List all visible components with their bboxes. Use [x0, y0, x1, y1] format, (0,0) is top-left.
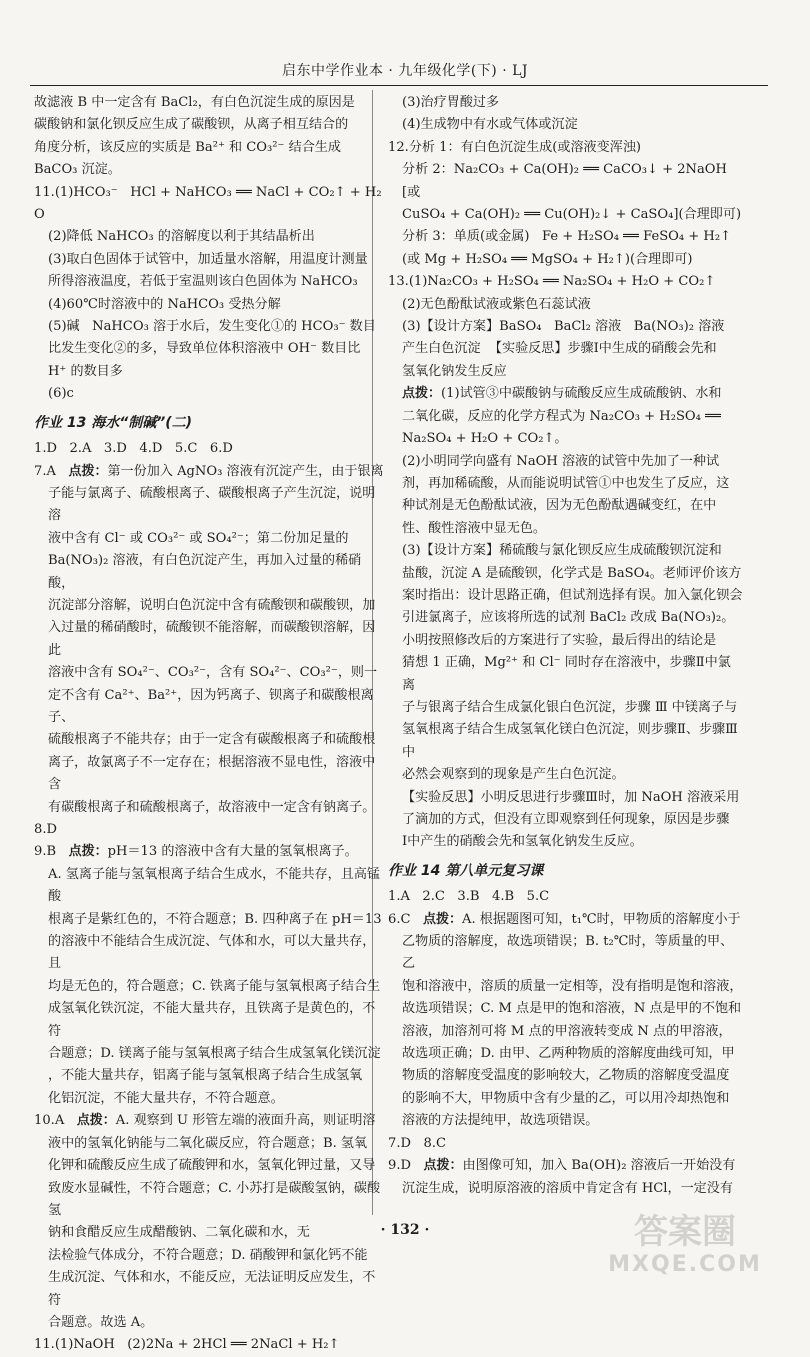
text-line: 饱和溶液中，溶质的质量一定相等，没有指明是饱和溶液，: [402, 978, 743, 994]
answer-lead: 9.B: [34, 844, 69, 860]
text-line: H⁺ 的数目多: [48, 363, 123, 379]
text-line: 离子，故氯离子不一定存在；根据溶液不显电性，溶液中含: [48, 754, 376, 793]
text-line: 子能与氯离子、硫酸根离子、碳酸根离子产生沉淀，说明溶: [48, 485, 376, 524]
text-line: 猜想 1 正确，Mg²⁺ 和 Cl⁻ 同时存在溶液中，步骤Ⅱ中氯离: [402, 655, 731, 693]
text-line: (或 Mg + H₂SO₄ ══ MgSO₄ + H₂↑)(合理即可): [402, 251, 693, 267]
answer-line: [388, 383, 743, 405]
text-line: (3)治疗胃酸过多: [402, 95, 500, 110]
text-line: 1.A 2.C 3.B 4.B 5.C: [388, 889, 550, 905]
text-line: (3)取白色固体于试管中，加适量水溶解，用温度计测量: [48, 251, 368, 267]
text-line: Na₂SO₄ + H₂O + CO₂↑。: [402, 431, 568, 447]
text-line: 沉淀部分溶解，说明白色沉淀中含有硫酸钡和碳酸钡，加: [48, 597, 376, 613]
text-line: (4)生成物中有水或气体或沉淀: [402, 117, 578, 133]
text-line: 1.D 2.A 3.D 4.D 5.C 6.D: [34, 441, 233, 457]
text-line: 氢氧化钠发生反应: [402, 363, 507, 379]
text-line: A. 氢离子能与氢氧根离子结合生成水，不能共存，且高锰酸: [48, 866, 381, 905]
header-rule: [30, 85, 768, 86]
answer-line: [34, 1110, 384, 1132]
page-header: 启东中学作业本 · 九年级化学(下) · LJ: [281, 63, 529, 79]
text-line: (3)【设计方案】BaSO₄ BaCl₂ 溶液 Ba(NO₃)₂ 溶液: [402, 319, 725, 335]
text-line: 分析 3：单质(或金属) Fe + H₂SO₄ ══ FeSO₄ + H₂↑: [402, 229, 732, 245]
answer-line: [34, 461, 384, 483]
text-line: (2)降低 NaHCO₃ 的溶解度以利于其结晶析出: [48, 229, 315, 245]
answer-lead: 7.A: [34, 463, 69, 479]
text-line: BaCO₃ 沉淀。: [34, 162, 121, 178]
text-line: 种试剂是无色酚酞试液，因为无色酚酞遇碱变红，在中: [402, 498, 717, 514]
hint-label: 点拨：: [68, 463, 108, 479]
answer-text: (1)试管③中碳酸钠与硫酸反应生成硫酸钠、水和: [441, 386, 722, 402]
answer-text: A. 观察到 U 形管左端的液面升高，则证明溶: [115, 1113, 376, 1129]
section-heading: 作业 14 第八单元复习课: [388, 862, 544, 879]
text-line: 合题意；D. 镁离子能与氢氧根离子结合生成氢氧化镁沉淀: [48, 1046, 381, 1062]
watermark-logo: [590, 1205, 780, 1277]
text-line: 入过量的稀硝酸时，硫酸钡不能溶解，而碳酸钡溶解，因此: [48, 620, 376, 658]
page-number: · 132 ·: [380, 1222, 430, 1238]
text-line: 液中的氢氧化钠能与二氧化碳反应，符合题意；B. 氢氧: [48, 1135, 368, 1151]
text-line: 比发生变化②的多，导致单位体积溶液中 OH⁻ 数目比: [48, 341, 361, 357]
text-line: 8.D: [34, 822, 57, 837]
text-line: 7.D 8.C: [388, 1135, 446, 1151]
text-line: 13.(1)Na₂CO₃ + H₂SO₄ ══ Na₂SO₄ + H₂O + CO₂↑: [388, 274, 716, 290]
hint-label: 点拨：: [76, 1113, 116, 1129]
text-line: 液中含有 Cl⁻ 或 CO₃²⁻ 或 SO₄²⁻；第二份加足量的: [48, 530, 349, 546]
answer-lead: 10.A: [34, 1113, 77, 1129]
text-line: 氢氧根离子结合生成氢氧化镁白色沉淀，则步骤Ⅱ、步骤Ⅲ中: [402, 722, 738, 760]
watermark-bottom: MXQE.COM: [608, 1252, 762, 1277]
answer-line: [388, 909, 743, 931]
text-line: 分析 2：Na₂CO₃ + Ca(OH)₂ ══ CaCO₃↓ + 2NaOH[或: [402, 162, 727, 200]
text-line: 11.(1)HCO₃⁻ HCl + NaHCO₃ ══ NaCl + CO₂↑ + H₂O: [34, 184, 382, 223]
text-line: 子与银离子结合生成氯化银白色沉淀，步骤 Ⅲ 中镁离子与: [402, 699, 738, 715]
text-line: (2)无色酚酞试液或紫色石蕊试液: [402, 296, 591, 312]
text-line: 硫酸根离子不能共存；由于一定含有碳酸根离子和硫酸根: [48, 732, 376, 748]
text-line: (2)小明同学向盛有 NaOH 溶液的试管中先加了一种试: [402, 453, 720, 469]
text-line: 致废水显碱性，不符合题意；C. 小苏打是碳酸氢钠，碳酸氢: [48, 1180, 381, 1218]
text-line: 【实验反思】小明反思进行步骤Ⅲ时，加 NaOH 溶液采用: [402, 789, 740, 805]
answer-lead: 9.D: [388, 1158, 424, 1174]
text-line: 11.(1)NaOH (2)2Na + 2HCl ══ 2NaCl + H₂↑: [34, 1337, 340, 1353]
text-line: 合题意。故选 A。: [48, 1314, 154, 1330]
answer-text: A. 根据题图可知，t₁℃时，甲物质的溶解度小于: [462, 911, 741, 927]
text-line: 引进氯离子，应该将所选的试剂 BaCl₂ 改成 Ba(NO₃)₂。: [402, 610, 735, 626]
hint-label: 点拨：: [402, 386, 442, 402]
text-line: (3)【设计方案】稀硫酸与氯化钡反应生成硫酸钡沉淀和: [402, 543, 722, 559]
section-heading: 作业 13 海水“制碱”(二): [34, 414, 193, 431]
text-line: ，不能大量共存，铝离子能与氢氧根离子结合生成氢氧: [48, 1068, 363, 1084]
hint-label: 点拨：: [423, 1158, 463, 1174]
text-line: 法检验气体成分，不符合题意；D. 硝酸钾和氯化钙不能: [48, 1247, 368, 1263]
text-line: 二氧化碳，反应的化学方程式为 Na₂CO₃ + H₂SO₄ ══: [402, 408, 721, 424]
text-line: 钠和食醋反应生成醋酸钠、二氧化碳和水，无: [48, 1225, 310, 1241]
text-line: 的影响不大，甲物质中含有少量的乙，可以用冷却热饱和: [402, 1090, 730, 1106]
answer-text: pH＝13 的溶液中含有大量的氢氧根离子。: [107, 844, 358, 860]
text-line: (6)c: [48, 386, 74, 402]
text-line: 案时指出：设计思路正确，但试剂选择有误。加入氯化钡会: [402, 587, 743, 603]
watermark-top: 答案圈: [634, 1212, 736, 1252]
text-line: 小明按照修改后的方案进行了实验，最后得出的结论是: [402, 632, 717, 648]
right-column: [388, 92, 743, 1200]
text-line: 故滤液 B 中一定含有 BaCl₂，有白色沉淀生成的原因是: [34, 95, 355, 110]
text-line: 化铝沉淀，不能大量共存，不符合题意。: [48, 1090, 284, 1106]
text-line: 产生白色沉淀 【实验反思】步骤Ⅰ中生成的硝酸会先和: [402, 341, 717, 357]
hint-label: 点拨：: [423, 911, 463, 927]
text-line: 溶液，加溶剂可将 M 点的甲溶液转变成 N 点的甲溶液，: [402, 1023, 732, 1039]
answer-line: [34, 841, 384, 863]
text-line: 的溶液中不能结合生成沉淀、气体和水，可以大量共存，且: [48, 934, 376, 972]
text-line: 故选项正确；D. 由甲、乙两种物质的溶解度曲线可知，甲: [402, 1046, 735, 1062]
text-line: 成氢氧化铁沉淀，不能大量共存，且铁离子是黄色的，不符: [48, 1001, 376, 1039]
text-line: 了滴加的方式，但没有立即观察到任何现象，原因是步骤: [402, 812, 730, 827]
answer-text: 由图像可知，加入 Ba(OH)₂ 溶液后一开始没有: [462, 1158, 736, 1174]
text-line: 剂，再加稀硫酸，从而能说明试管①中也发生了反应，这: [402, 475, 730, 491]
text-line: 必然会观察到的现象是产生白色沉淀。: [402, 767, 625, 783]
left-column: [34, 92, 384, 1357]
text-line: 故选项错误；C. M 点是甲的饱和溶液，N 点是甲的不饱和: [402, 1001, 742, 1017]
text-line: Ba(NO₃)₂ 溶液，有白色沉淀产生，再加入过量的稀硝酸，: [48, 553, 362, 591]
text-line: 碳酸钠和氯化钡反应生成了碳酸钡，从离子相互结合的: [34, 117, 349, 133]
text-line: 盐酸，沉淀 A 是硫酸钡，化学式是 BaSO₄。老师评价该方: [402, 565, 742, 581]
text-line: 有碳酸根离子和硫酸根离子，故溶液中一定含有钠离子。: [48, 799, 376, 815]
answer-text: 第一份加入 AgNO₃ 溶液有沉淀产生，由于银离: [107, 463, 384, 479]
text-line: 沉淀生成，说明原溶液的溶质中肯定含有 HCl，一定没有: [402, 1180, 733, 1196]
text-line: 12.分析 1：有白色沉淀生成(或溶液变浑浊): [388, 139, 642, 155]
text-line: 溶液的方法提纯甲，故选项错误。: [402, 1113, 599, 1129]
hint-label: 点拨：: [68, 844, 108, 860]
text-line: Ⅰ中产生的硝酸会先和氢氧化钠发生反应。: [402, 834, 643, 850]
answer-lead: 6.C: [388, 911, 423, 927]
text-line: 物质的溶解度受温度的影响较大，乙物质的溶解度受温度: [402, 1068, 730, 1084]
text-line: 化钾和硫酸反应生成了硫酸钾和水，氢氧化钾过量，又导: [48, 1158, 376, 1174]
text-line: 溶液中含有 SO₄²⁻、CO₃²⁻，含有 SO₄²⁻、CO₃²⁻，则一: [48, 665, 378, 681]
text-line: 生成沉淀、气体和水，不能反应，无法证明反应发生，不符: [48, 1270, 376, 1308]
text-line: 根离子是紫红色的，不符合题意；B. 四种离子在 pH＝13: [48, 911, 382, 927]
text-line: 均是无色的，符合题意；C. 铁离子能与氢氧根离子结合生: [48, 978, 381, 994]
text-line: 所得溶液温度，若低于室温则该白色固体为 NaHCO₃: [48, 274, 358, 290]
text-line: 乙物质的溶解度，故选项错误；B. t₂℃时，等质量的甲、乙: [402, 934, 734, 972]
text-line: 性、酸性溶液中显无色。: [402, 520, 547, 536]
text-line: (4)60℃时溶液中的 NaHCO₃ 受热分解: [48, 296, 281, 312]
text-line: 定不含有 Ca²⁺、Ba²⁺，因为钙离子、钡离子和碳酸根离子、: [48, 687, 374, 725]
text-line: (5)碱 NaHCO₃ 溶于水后，发生变化①的 HCO₃⁻ 数目: [48, 319, 376, 335]
text-line: 角度分析，该反应的实质是 Ba²⁺ 和 CO₃²⁻ 结合生成: [34, 139, 341, 155]
answer-line: [388, 1155, 743, 1177]
text-line: CuSO₄ + Ca(OH)₂ ══ Cu(OH)₂↓ + CaSO₄](合理即可): [402, 207, 742, 223]
